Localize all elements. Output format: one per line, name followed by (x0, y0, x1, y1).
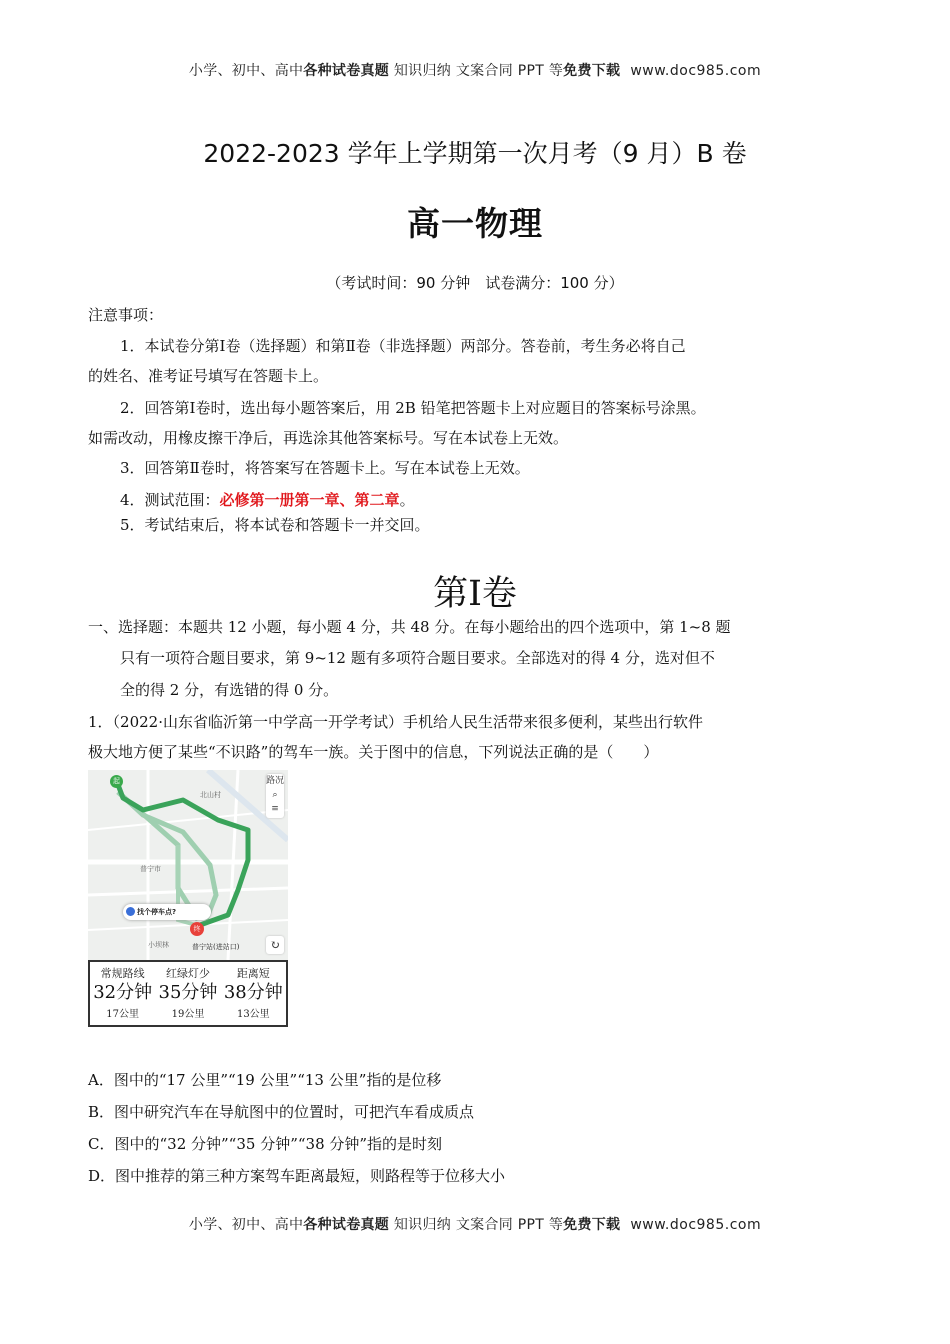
route-option-3[interactable] (221, 962, 286, 1025)
refresh-icon[interactable]: ↻ (266, 936, 284, 954)
banner-site-link[interactable]: www.doc985.com (630, 1217, 762, 1233)
section-title: 第Ⅰ卷 (433, 574, 517, 614)
navigation-map (88, 770, 288, 960)
option-c: C．图中的“32 分钟”“35 分钟”“38 分钟”指的是时刻 (88, 1135, 443, 1153)
notice-item4-prefix: 4．测试范围： (120, 491, 220, 509)
route-name: 距离短 (236, 967, 270, 980)
question1-line1: 1．（2022·山东省临沂第一中学高一开学考试）手机给人民生活带来很多便利，某些出行软件 (88, 713, 703, 731)
navigation-figure (88, 770, 288, 1027)
banner-bold2: 免费下载 (563, 1217, 621, 1233)
route-time: 35分钟 (158, 982, 218, 1003)
map-controls[interactable] (266, 774, 284, 818)
part-instructions-line2: 只有一项符合题目要求，第 9~12 题有多项符合题目要求。全部选对的得 4 分，选对但不 (120, 649, 715, 667)
notice-item1-line1: 1．本试卷分第Ⅰ卷（选择题）和第Ⅱ卷（非选择题）两部分。答卷前，考生务必将自己 (120, 337, 686, 355)
notice-item5: 5．考试结束后，将本试卷和答题卡一并交回。 (120, 516, 430, 534)
notice-item1-line2: 的姓名、准考证号填写在答题卡上。 (88, 367, 329, 385)
map-label-north: 北山村 (200, 791, 221, 799)
test-scope: 必修第一册第一章、第二章 (219, 491, 400, 509)
map-label-south: 小坝林 (148, 941, 169, 949)
exam-info: （考试时间：90 分钟 试卷满分：100 分） (326, 274, 624, 292)
exam-title: 2022-2023 学年上学期第一次月考（9 月）B 卷 (203, 139, 747, 168)
route-time: 32分钟 (93, 982, 153, 1003)
parking-bubble[interactable]: 找个停车点? (123, 904, 211, 920)
banner-bold1: 各种试卷真题 (303, 63, 390, 79)
start-pin-icon: 起 (110, 775, 123, 788)
bottom-banner (0, 1214, 950, 1234)
banner-bold2: 免费下载 (563, 63, 621, 79)
route-options (88, 960, 288, 1027)
route-distance: 17公里 (106, 1009, 140, 1020)
map-roads (88, 770, 288, 960)
map-label-station: 普宁站(进站口) (192, 943, 240, 951)
part-instructions-line1: 一、选择题：本题共 12 小题，每小题 4 分，共 48 分。在每小题给出的四个选项中，第 1~8 题 (88, 618, 731, 636)
option-a: A．图中的“17 公里”“19 公里”“13 公里”指的是位移 (88, 1071, 442, 1089)
banner-site-link[interactable]: www.doc985.com (630, 63, 762, 79)
route-name: 红绿灯少 (165, 967, 210, 980)
part-instructions-line3: 全的得 2 分，有选错的得 0 分。 (120, 681, 339, 699)
notice-item2-line1: 2．回答第Ⅰ卷时，选出每小题答案后，用 2B 铅笔把答题卡上对应题目的答案标号涂黑。 (120, 399, 706, 417)
traffic-toggle[interactable]: 路况 (266, 776, 285, 786)
banner-text2: 文案合同 PPT 等 (455, 1217, 564, 1233)
banner-prefix: 小学、初中、高中 (188, 63, 304, 79)
notice-item4-suffix: 。 (399, 491, 415, 509)
route-time: 38分钟 (223, 982, 283, 1003)
banner-prefix: 小学、初中、高中 (188, 1217, 304, 1233)
banner-middle: 知识归纳 (389, 63, 456, 79)
option-b: B．图中研究汽车在导航图中的位置时，可把汽车看成质点 (88, 1103, 475, 1121)
banner-bold1: 各种试卷真题 (303, 1217, 390, 1233)
route-distance: 19公里 (171, 1009, 205, 1020)
banner-middle: 知识归纳 (389, 1217, 456, 1233)
route-distance: 13公里 (236, 1009, 270, 1020)
top-banner (0, 60, 950, 80)
route-option-2[interactable] (155, 962, 220, 1025)
layers-icon[interactable]: ≡ (271, 804, 279, 814)
banner-text2: 文案合同 PPT 等 (455, 63, 564, 79)
notice-item4 (120, 490, 415, 510)
route-name: 常规路线 (100, 967, 145, 980)
route-option-1[interactable] (90, 962, 155, 1025)
option-d: D．图中推荐的第三种方案驾车距离最短，则路程等于位移大小 (88, 1167, 506, 1185)
notice-heading: 注意事项： (88, 306, 164, 324)
end-pin-icon: 终 (190, 922, 204, 936)
notice-item3: 3．回答第Ⅱ卷时，将答案写在答题卡上。写在本试卷上无效。 (120, 459, 530, 477)
subject-title: 高一物理 (407, 204, 543, 243)
map-label-city: 普宁市 (140, 865, 161, 873)
notice-item2-line2: 如需改动，用橡皮擦干净后，再选涂其他答案标号。写在本试卷上无效。 (88, 429, 569, 447)
question1-line2: 极大地方便了某些“不识路”的驾车一族。关于图中的信息，下列说法正确的是（ ） (88, 743, 659, 761)
search-icon[interactable]: ⌕ (272, 790, 278, 800)
